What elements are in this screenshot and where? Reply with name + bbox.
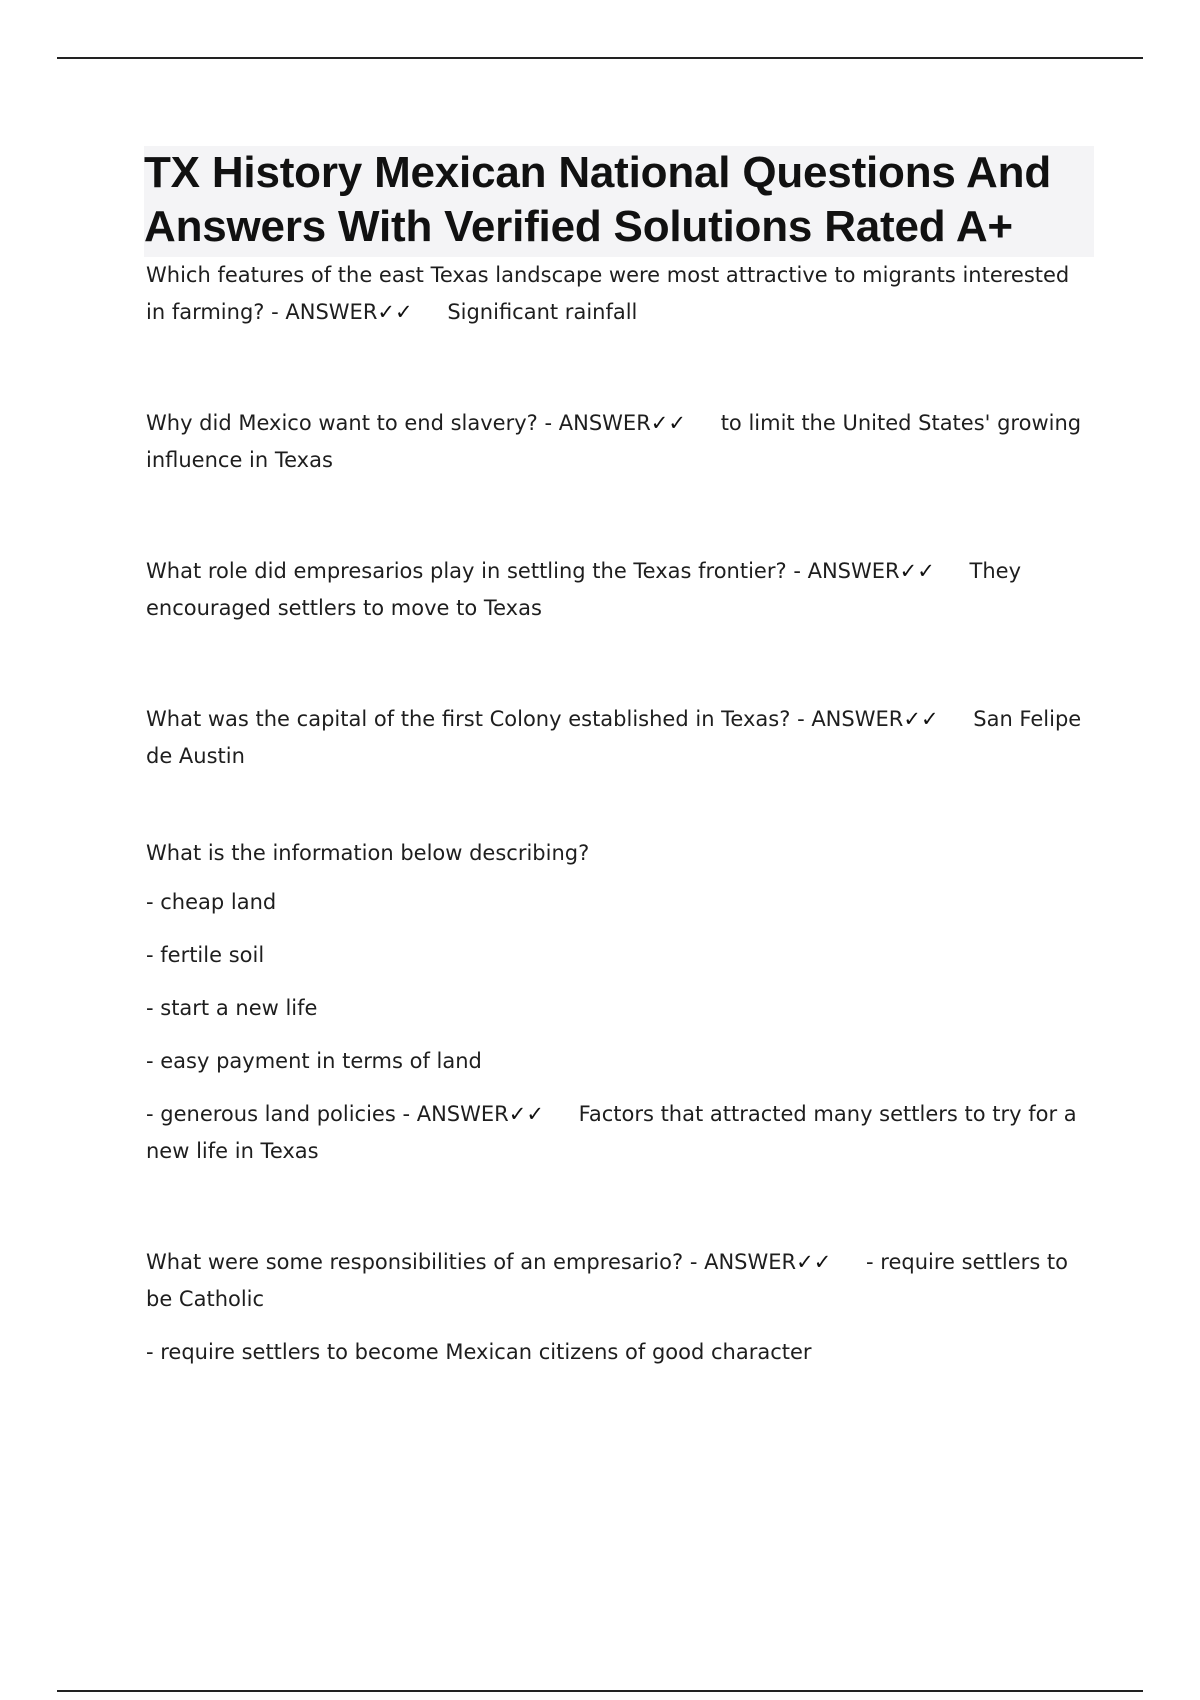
qa-item-2	[146, 405, 1091, 479]
check-marks-icon: ✓✓	[796, 1250, 832, 1274]
question-text: What were some responsibilities of an empresario?	[146, 1250, 684, 1274]
bottom-rule	[57, 1690, 1143, 1692]
check-marks-icon: ✓✓	[899, 559, 935, 583]
qa-item-3	[146, 553, 1091, 627]
top-rule	[57, 57, 1143, 59]
list-item: - start a new life	[146, 996, 318, 1020]
answer-marker: - ANSWER	[793, 559, 900, 583]
list-item: - fertile soil	[146, 943, 265, 967]
answer-marker: - ANSWER	[402, 1102, 509, 1126]
document-body	[146, 146, 1091, 1371]
list-item: - cheap land	[146, 890, 277, 914]
qa-item-5	[146, 835, 1091, 1170]
title-box	[144, 146, 1094, 257]
qa-item-4	[146, 701, 1091, 775]
list-item: - require settlers to become Mexican citizens of good character	[146, 1340, 812, 1364]
list-item: - easy payment in terms of land	[146, 1049, 482, 1073]
question-text: What is the information below describing?	[146, 841, 590, 865]
question-text: Why did Mexico want to end slavery?	[146, 411, 538, 435]
question-text: What was the capital of the first Colony established in Texas?	[146, 707, 791, 731]
question-text: Which features of the east Texas landscape were most attractive to migrants interested in farming?	[146, 263, 1070, 324]
answer-marker: - ANSWER	[271, 300, 378, 324]
qa-item-1	[146, 257, 1091, 331]
document-title: TX History Mexican National Questions And Answers With Verified Solutions Rated A+	[144, 148, 1051, 251]
list-item: - generous land policies	[146, 1102, 396, 1126]
check-marks-icon: ✓✓	[650, 411, 686, 435]
answer-text: They encouraged settlers to move to Texas	[146, 559, 1022, 620]
check-marks-icon: ✓✓	[377, 300, 413, 324]
answer-text: Significant rainfall	[447, 300, 638, 324]
answer-marker: - ANSWER	[797, 707, 904, 731]
check-marks-icon: ✓✓	[903, 707, 939, 731]
answer-text: to limit the United States' growing influence in Texas	[146, 411, 1082, 472]
check-marks-icon: ✓✓	[508, 1102, 544, 1126]
qa-item-6	[146, 1244, 1091, 1371]
answer-text: - require settlers to be Catholic	[146, 1250, 1069, 1311]
qa-answer-line	[146, 1096, 1091, 1170]
qa-answer-line	[146, 1244, 1091, 1318]
answer-text: San Felipe de Austin	[146, 707, 1082, 768]
question-text: What role did empresarios play in settling the Texas frontier?	[146, 559, 787, 583]
answer-text: Factors that attracted many settlers to try for a new life in Texas	[146, 1102, 1077, 1163]
answer-marker: - ANSWER	[689, 1250, 797, 1274]
answer-marker: - ANSWER	[544, 411, 651, 435]
